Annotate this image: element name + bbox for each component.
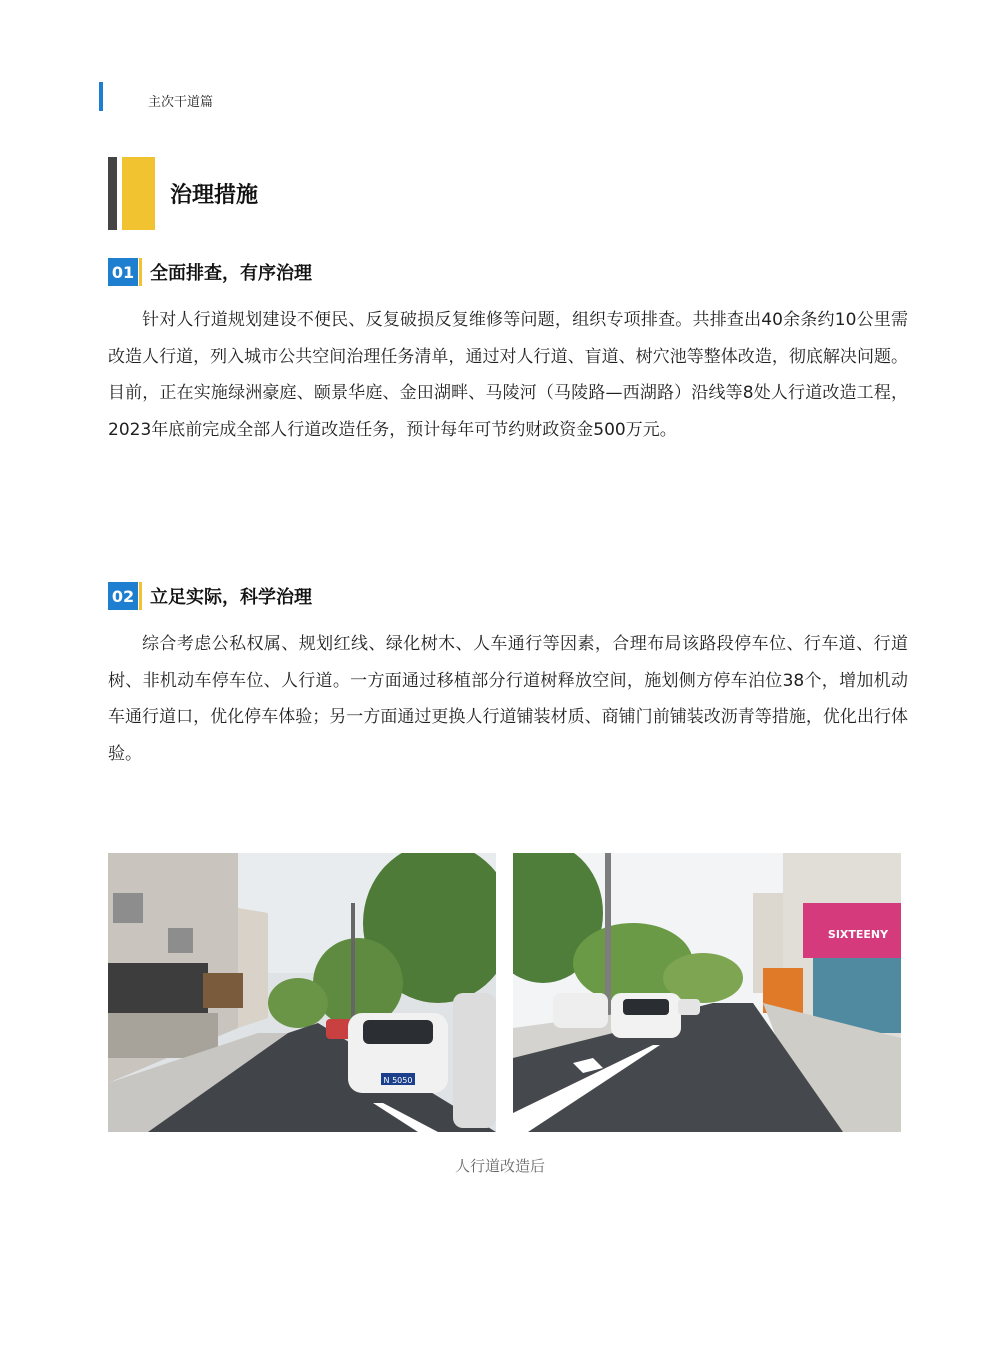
section-number-badge: 01 [108, 258, 138, 286]
photo-street-left [108, 853, 496, 1132]
section-number-badge: 02 [108, 582, 138, 610]
figure-caption: 人行道改造后 [454, 1157, 545, 1175]
title-yellow-bar [122, 157, 155, 230]
section-title: 立足实际，科学治理 [150, 587, 312, 608]
page-title: 治理措施 [170, 183, 259, 208]
license-plate-text: N 5050 [383, 1076, 413, 1085]
section-02-heading [108, 582, 312, 610]
header-accent-bar [99, 82, 103, 111]
section-02-body: 综合考虑公私权属、规划红线、绿化树木、人车通行等因素，合理布局该路段停车位、行车道、行道树、非机动车停车位、人行道。一方面通过移植部分行道树释放空间，施划侧方停车泊位38个，增加机动车通行道口，优化停车体验；另一方面通过更换人行道铺装材质、商铺门前铺装改沥青等措施，优化出行体验。 [108, 634, 908, 764]
section-01-heading [108, 258, 312, 286]
shop-sign-text: SIXTEENY [827, 928, 889, 941]
photo-street-right [513, 853, 901, 1132]
title-dark-bar [108, 157, 117, 230]
section-title: 全面排查，有序治理 [150, 263, 312, 284]
section-01-body: 针对人行道规划建设不便民、反复破损反复维修等问题，组织专项排查。共排查出40余条约10公里需改造人行道，列入城市公共空间治理任务清单，通过对人行道、盲道、树穴池等整体改造，彻底解决问题。目前，正在实施绿洲豪庭、颐景华庭、金田湖畔、马陵河（马陵路—西湖路）沿线等8处人行道改造工程，2023年底前完成全部人行道改造任务，预计每年可节约财政资金500万元。 [108, 310, 908, 440]
section-label: 主次干道篇 [148, 95, 214, 110]
